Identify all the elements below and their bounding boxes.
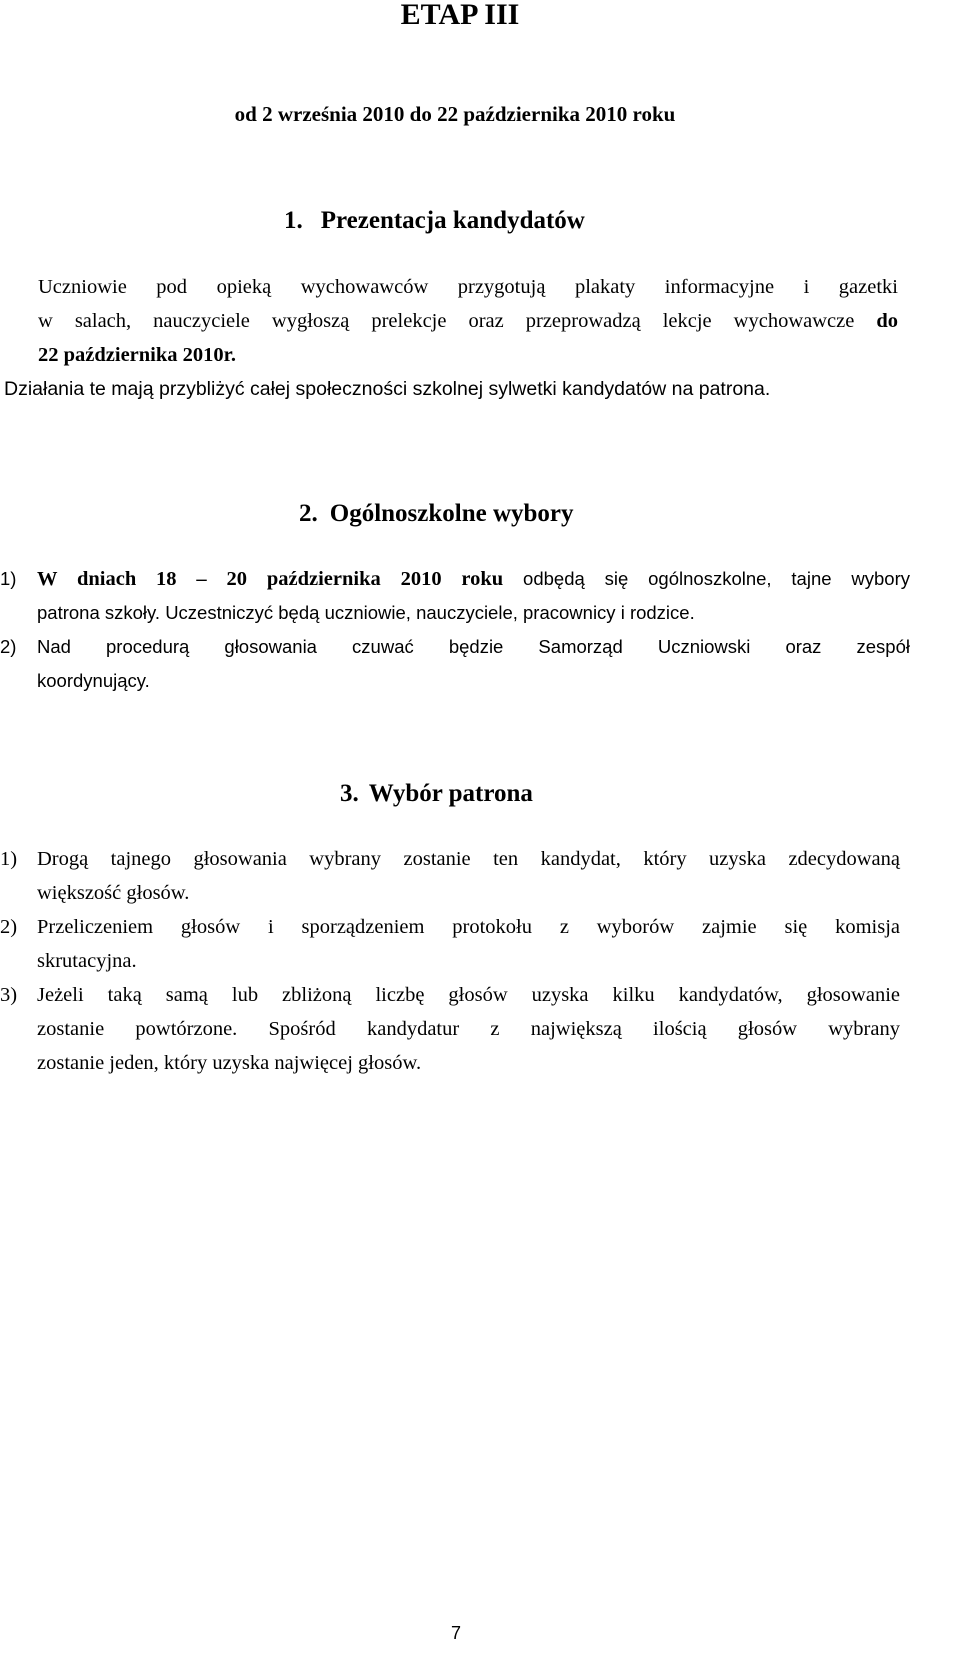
section-3-title: Wybór patrona — [368, 780, 533, 807]
list-marker: 1) — [0, 568, 17, 589]
section-1-number: 1. — [284, 207, 303, 234]
list-item: 1) W dniach 18 – 20 października 2010 roku odbędą się ogólnoszkolne, tajne wybory patrona szkoły. Uczestniczyć będą uczniowie, nauczyciele, pracownicy i rodzice. — [0, 562, 910, 630]
section-2-number: 2. — [299, 500, 318, 527]
bold-text: W dniach 18 – 20 października 2010 roku — [37, 568, 504, 590]
section-1-heading — [284, 205, 585, 237]
section-3-heading — [340, 778, 533, 810]
paragraph-line: w salach, nauczyciele wygłoszą prelekcje oraz przeprowadzą lekcje wychowawcze do — [38, 310, 898, 332]
list-marker: 2) — [0, 636, 17, 657]
section-1-note: Działania te mają przybliżyć całej społeczności szkolnej sylwetki kandydatów na patrona. — [4, 378, 771, 400]
document-title: ETAP III — [400, 0, 520, 31]
section-2-heading — [299, 498, 574, 530]
list-item: 3) Jeżeli taką samą lub zbliżoną liczbę głosów uzyska kilku kandydatów, głosowanie zostanie powtórzone. Spośród kandydatur z największą ilością głosów wybrany zostanie jeden, który uzyska najwięcej głosów. — [0, 978, 900, 1080]
section-1-paragraph — [38, 270, 898, 372]
list-item: 2) Przeliczeniem głosów i sporządzeniem protokołu z wyborów zajmie się komisja skrutacyjna. — [0, 910, 900, 978]
section-1-title: Prezentacja kandydatów — [320, 207, 585, 234]
section-2-title: Ogólnoszkolne wybory — [329, 500, 574, 527]
paragraph-line: Uczniowie pod opieką wychowawców przygotują plakaty informacyjne i gazetki — [38, 276, 898, 298]
bold-text: 22 października 2010r. — [38, 344, 236, 366]
list-marker: 2) — [0, 916, 18, 938]
list-marker: 3) — [0, 984, 18, 1006]
list-item: 2) Nad procedurą głosowania czuwać będzie Samorząd Uczniowski oraz zespół koordynujący. — [0, 630, 910, 698]
section-3-list — [0, 842, 900, 1080]
section-2-list — [0, 562, 910, 698]
page-number: 7 — [450, 1623, 461, 1643]
section-3-number: 3. — [340, 780, 359, 807]
bold-text: do — [876, 310, 898, 332]
paragraph-line — [38, 338, 898, 372]
list-item: 1) Drogą tajnego głosowania wybrany zostanie ten kandydat, który uzyska zdecydowaną większość głosów. — [0, 842, 900, 910]
list-marker: 1) — [0, 848, 18, 870]
date-range-subtitle: od 2 września 2010 do 22 października 2010 roku — [234, 102, 676, 126]
